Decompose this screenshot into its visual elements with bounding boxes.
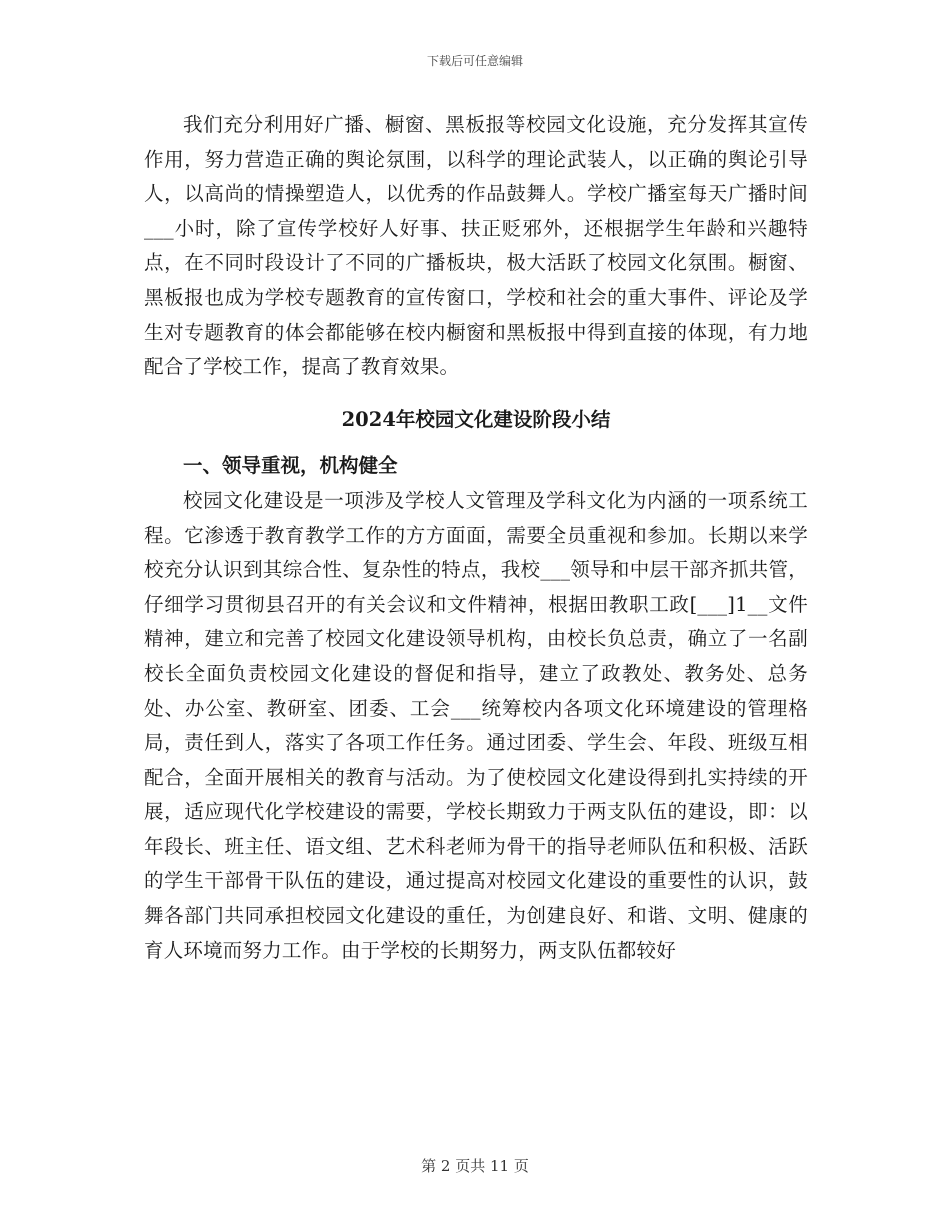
page-number: 第 2 页共 11 页	[421, 1157, 529, 1175]
document-body	[144, 108, 808, 968]
section-heading: 一、领导重视，机构健全	[183, 454, 398, 478]
document-title: 2024年校园文化建设阶段小结	[341, 407, 611, 431]
header-note: 下载后可任意编辑	[426, 54, 523, 68]
section-paragraph: 校园文化建设是一项涉及学校人文管理及学科文化为内涵的一项系统工程。它渗透于教育教学工作的方方面面，需要全员重视和参加。长期以来学校充分认识到其综合性、复杂性的特点，我校___领导和中层干部齐抓共管，仔细学习贯彻县召开的有关会议和文件精神，根据田教职工政[___]1__文件精神，建立和完善了校园文化建设领导机构，由校长负总责，确立了一名副校长全面负责校园文化建设的督促和指导，建立了政教处、教务处、总务处、办公室、教研室、团委、工会___统筹校内各项文化环境建设的管理格局，责任到人，落实了各项工作任务。通过团委、学生会、年段、班级互相配合，全面开展相关的教育与活动。为了使校园文化建设得到扎实持续的开展，适应现代化学校建设的需要，学校长期致力于两支队伍的建设，即：以年段长、班主任、语文组、艺术科老师为骨干的指导老师队伍和积极、活跃的学生干部骨干队伍的建设，通过提高对校园文化建设的重要性的认识，鼓舞各部门共同承担校园文化建设的重任，为创建良好、和谐、文明、健康的育人环境而努力工作。由于学校的长期努力，两支队伍都较好	[144, 488, 808, 962]
intro-paragraph: 我们充分利用好广播、橱窗、黑板报等校园文化设施，充分发挥其宣传作用，努力营造正确的舆论氛围，以科学的理论武装人，以正确的舆论引导人，以高尚的情操塑造人，以优秀的作品鼓舞人。学校广播室每天广播时间___小时，除了宣传学校好人好事、扶正贬邪外，还根据学生年龄和兴趣特点，在不同时段设计了不同的广播板块，极大活跃了校园文化氛围。橱窗、黑板报也成为学校专题教育的宣传窗口，学校和社会的重大事件、评论及学生对专题教育的体会都能够在校内橱窗和黑板报中得到直接的体现，有力地配合了学校工作，提高了教育效果。	[144, 113, 808, 379]
